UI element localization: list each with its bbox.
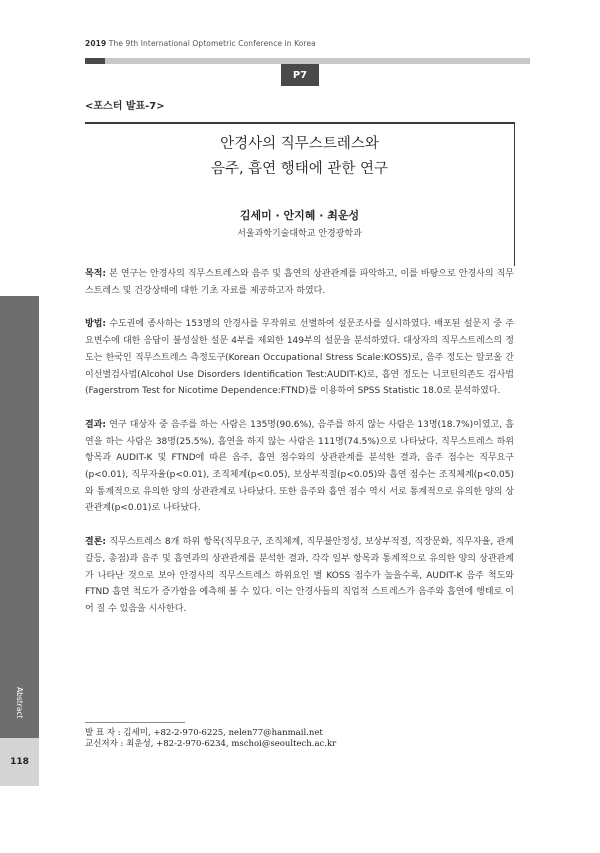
section-conclusion [85,534,514,618]
footnote [85,728,336,750]
section-text: 본 연구는 안경사의 직무스트레스와 음주 및 흡연의 상관관계를 파악하고, 이를 바탕으로 안경사의 직무스트레스 및 건강상태에 대한 기초 자료를 제공하고자 하였다. [85,269,514,296]
authors: 김세미 · 안지혜 · 최운성 [239,209,360,222]
footnote-rule [85,722,185,723]
header-rule-dark [85,58,105,64]
presenter-contact: 발 표 자 : 김세미, +82-2-970-6225, nelen77@hanmail.net [85,728,323,738]
section-method [85,316,514,400]
side-tab [0,296,39,738]
section-results [85,417,514,517]
section-text: 연구 대상자 중 음주를 하는 사람은 135명(90.6%), 음주를 하지 않는 사람은 13명(18.7%)이였고, 흡연을 하는 사람은 38명(25.5%), 흡연을 하지 않는 사람은 111명(74.5%)으로 나타났다. 직무스트레스 하위 항목과 AUDIT-K 및 FTND에 따른 음주, 흡연 점수와의 상관관계를 분석한 결과, 음주 점수는 직무요구(p<0.01), 직무자율(p<0.01), 조직체계(p<0.05), 보상부적절(p<0.05)와 흡연 점수는 조직체계(p<0.05)와 통계적으로 유의한 양의 상관관계로 나타났다. 또한 음주와 흡연 점수 역시 서로 통계적으로 유의한 양의 상관관계(p<0.01)로 나타났다. [85,419,514,514]
corresponding-contact: 교신저자 : 최운성, +82-2-970-6234, mschoi@seoultech.ac.kr [85,739,337,749]
section-heading: 목적: [85,269,106,279]
abstract-body [85,266,514,635]
conference-year: 2019 [85,39,107,48]
paper-title [85,132,514,182]
conference-header [85,39,316,48]
conference-name: The 9th International Optometric Conference in Korea [108,39,316,48]
section-text: 수도권에 종사하는 153명의 안경사를 무작위로 선별하여 설문조사를 실시하였다. 배포된 설문지 중 주요변수에 대한 응답이 불성실한 설문 4부를 제외한 149부의 설문을 분석하였다. 대상자의 직무스트레스의 정도는 한국인 직무스트레스 측정도구(Korean Occupational Stress Scale:KOSS)로, 음주 정도는 알코올 간이선별검사법(Alcohol Use Disorders Identification Test:AUDIT-K)로, 흡연 정도는 니코틴의존도 검사법(Fagerstrom Test for Nicotime Dependence:FTND)를 이용하여 SPSS Statistic 18.0로 분석하였다. [85,319,514,397]
section-heading: 결과: [85,419,106,430]
title-block [85,122,515,266]
section-purpose [85,266,514,299]
title-line-1: 안경사의 직무스트레스와 [220,136,379,152]
affiliation: 서울과학기술대학교 안경광학과 [237,229,362,239]
title-line-2: 음주, 흡연 행태에 관한 연구 [210,161,389,177]
page-number: 118 [0,738,39,786]
section-heading: 방법: [85,319,106,330]
section-heading: 결론: [85,537,106,548]
poster-label: <포스터 발표-7> [85,101,165,112]
poster-tab: P7 [281,64,319,86]
section-text: 직무스트레스 8개 하위 항목(직무요구, 조직체계, 직무불안정성, 보상부적절, 직장문화, 직무자율, 관계갈등, 총점)과 음주 및 흡연과의 상관관계를 분석한 결과, 각각 일부 항목과 통계적으로 유의한 양의 상관관계가 나타난 것으로 보아 안경사의 직무스트레스 하위요인 별 KOSS 점수가 높을수록, AUDIT-K 음주 척도와 FTND 흡연 척도가 증가함을 예측해 볼 수 있다. 이는 안경사들의 직업적 스트레스가 음주와 흡연에 행태로 이어 질 수 있음을 시사한다. [85,537,514,614]
side-tab-label: Abstract [15,687,24,719]
